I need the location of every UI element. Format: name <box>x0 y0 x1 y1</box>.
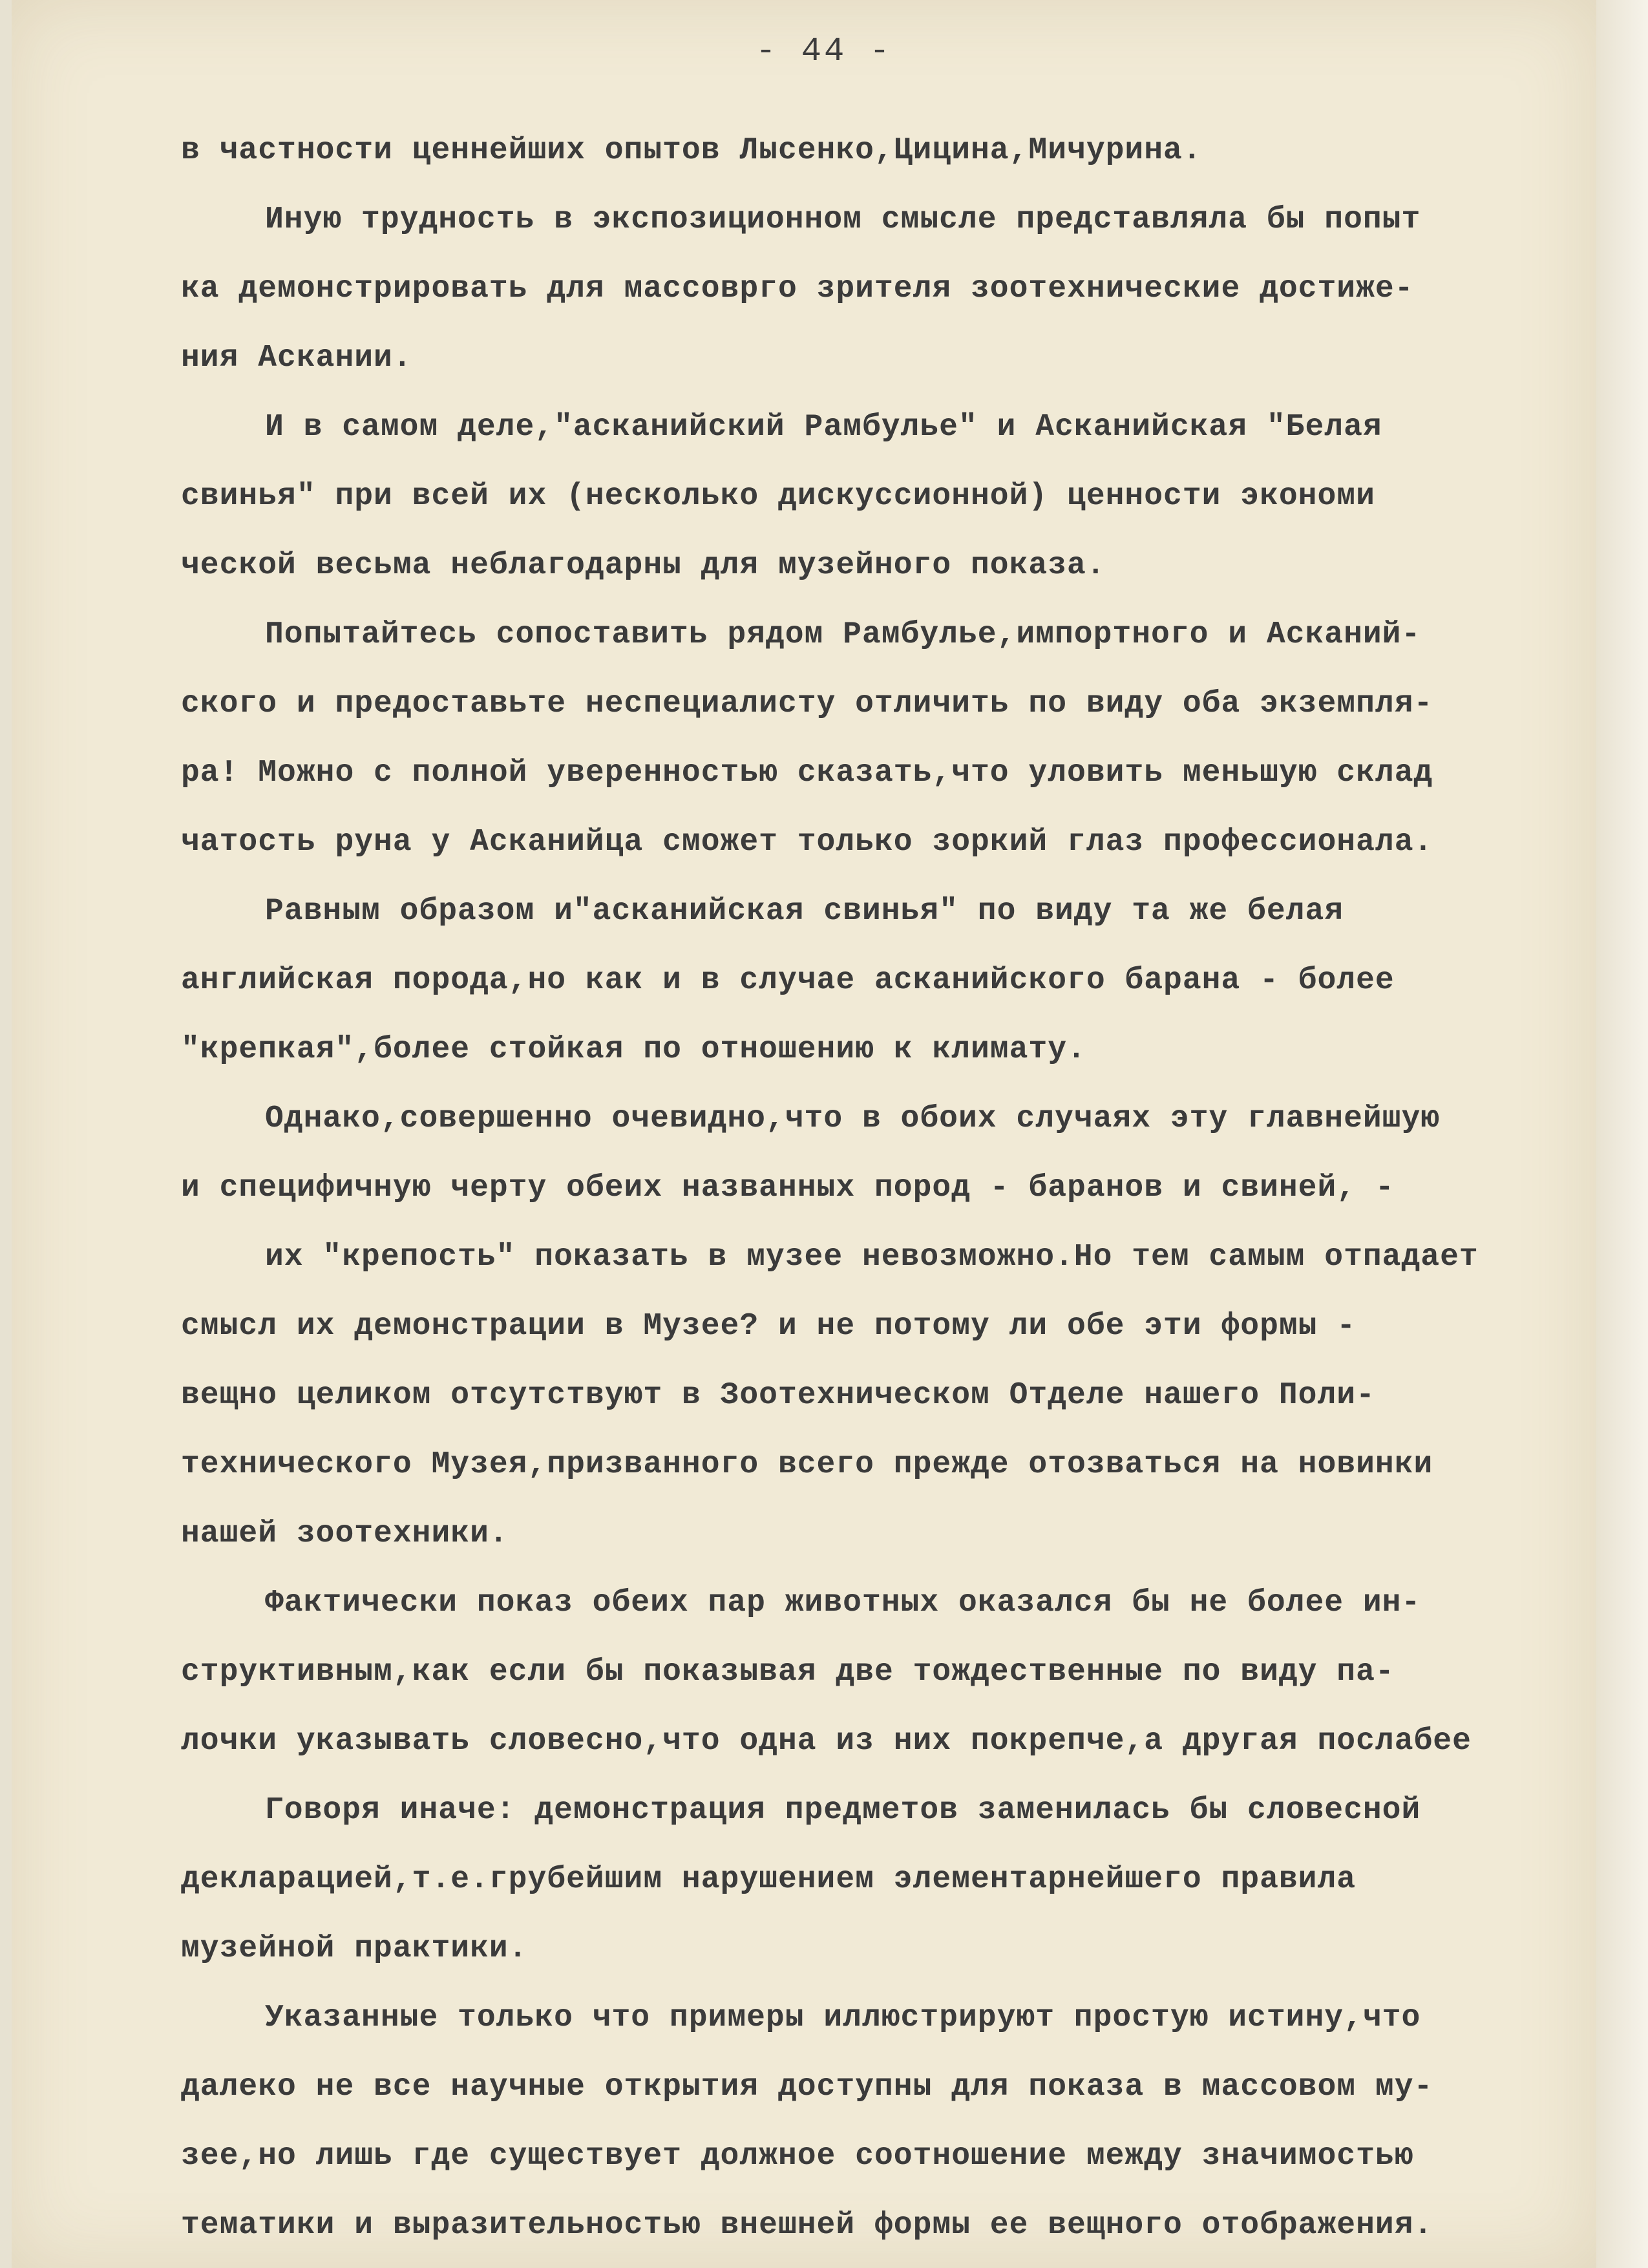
text-line: ния Аскании. <box>181 341 412 376</box>
text-line: вещно целиком отсутствуют в Зоотехническом Отделе нашего Поли- <box>181 1378 1375 1413</box>
text-line: Указанные только что примеры иллюстрируют простую истину,что <box>265 2000 1421 2035</box>
text-line: далеко не все научные открытия доступны для показа в массовом му- <box>181 2070 1433 2104</box>
text-line: ческой весьма неблагодарны для музейного показа. <box>181 548 1106 583</box>
text-line: ка демонстрировать для массоврго зрителя зоотехнические достиже- <box>181 271 1414 306</box>
text-line: английская порода,но как и в случае асканийского барана - более <box>181 963 1395 998</box>
text-line: ского и предоставьте неспециалисту отличить по виду оба экземпля- <box>181 686 1433 721</box>
text-line: смысл их демонстрации в Музее? и не потому ли обе эти формы - <box>181 1309 1357 1344</box>
text-line: лочки указывать словесно,что одна из них покрепче,а другая послабее <box>181 1724 1472 1759</box>
text-line: чатость руна у Асканийца сможет только зоркий глаз профессионала. <box>181 825 1433 860</box>
text-line: ра! Можно с полной уверенностью сказать,что уловить меньшую склад <box>181 756 1433 790</box>
text-line: тематики и выразительностью внешней формы ее вещного отображения. <box>181 2208 1433 2243</box>
text-line: их "крепость" показать в музее невозможно.Но тем самым отпадает <box>265 1240 1479 1275</box>
text-line: И в самом деле,"асканийский Рамбулье" и Асканийская "Белая <box>265 410 1382 445</box>
text-line: зее,но лишь где существует должное соотношение между значимостью <box>181 2139 1414 2174</box>
text-line: Говоря иначе: демонстрация предметов заменилась бы словесной <box>265 1793 1421 1828</box>
text-line: Фактически показ обеих пар животных оказался бы не более ин- <box>265 1585 1421 1620</box>
text-line: музейной практики. <box>181 1931 528 1966</box>
text-line: "крепкая",более стойкая по отношению к климату. <box>181 1032 1086 1067</box>
typewritten-text <box>181 116 1603 2260</box>
paper-edge <box>1596 0 1648 2268</box>
text-line: нашей зоотехники. <box>181 1516 509 1551</box>
text-line: структивным,как если бы показывая две тождественные по виду па- <box>181 1655 1395 1690</box>
text-line: свинья" при всей их (несколько дискуссионной) ценности экономи <box>181 479 1375 514</box>
page-number: - 44 - <box>755 32 893 70</box>
text-line: Попытайтесь сопоставить рядом Рамбулье,импортного и Асканий- <box>265 617 1421 652</box>
text-line: декларацией,т.е.грубейшим нарушением элементарнейшего правила <box>181 1862 1357 1897</box>
text-line: и специфичную черту обеих названных пород - баранов и свиней, - <box>181 1171 1395 1205</box>
text-line: Равным образом и"асканийская свинья" по виду та же белая <box>265 894 1344 929</box>
text-line: Однако,совершенно очевидно,что в обоих случаях эту главнейшую <box>265 1101 1441 1136</box>
text-line: технического Музея,призванного всего прежде отозваться на новинки <box>181 1447 1433 1482</box>
text-line: Иную трудность в экспозиционном смысле представляла бы попыт <box>265 202 1421 237</box>
text-line: в частности ценнейших опытов Лысенко,Цицина,Мичурина. <box>181 133 1202 168</box>
